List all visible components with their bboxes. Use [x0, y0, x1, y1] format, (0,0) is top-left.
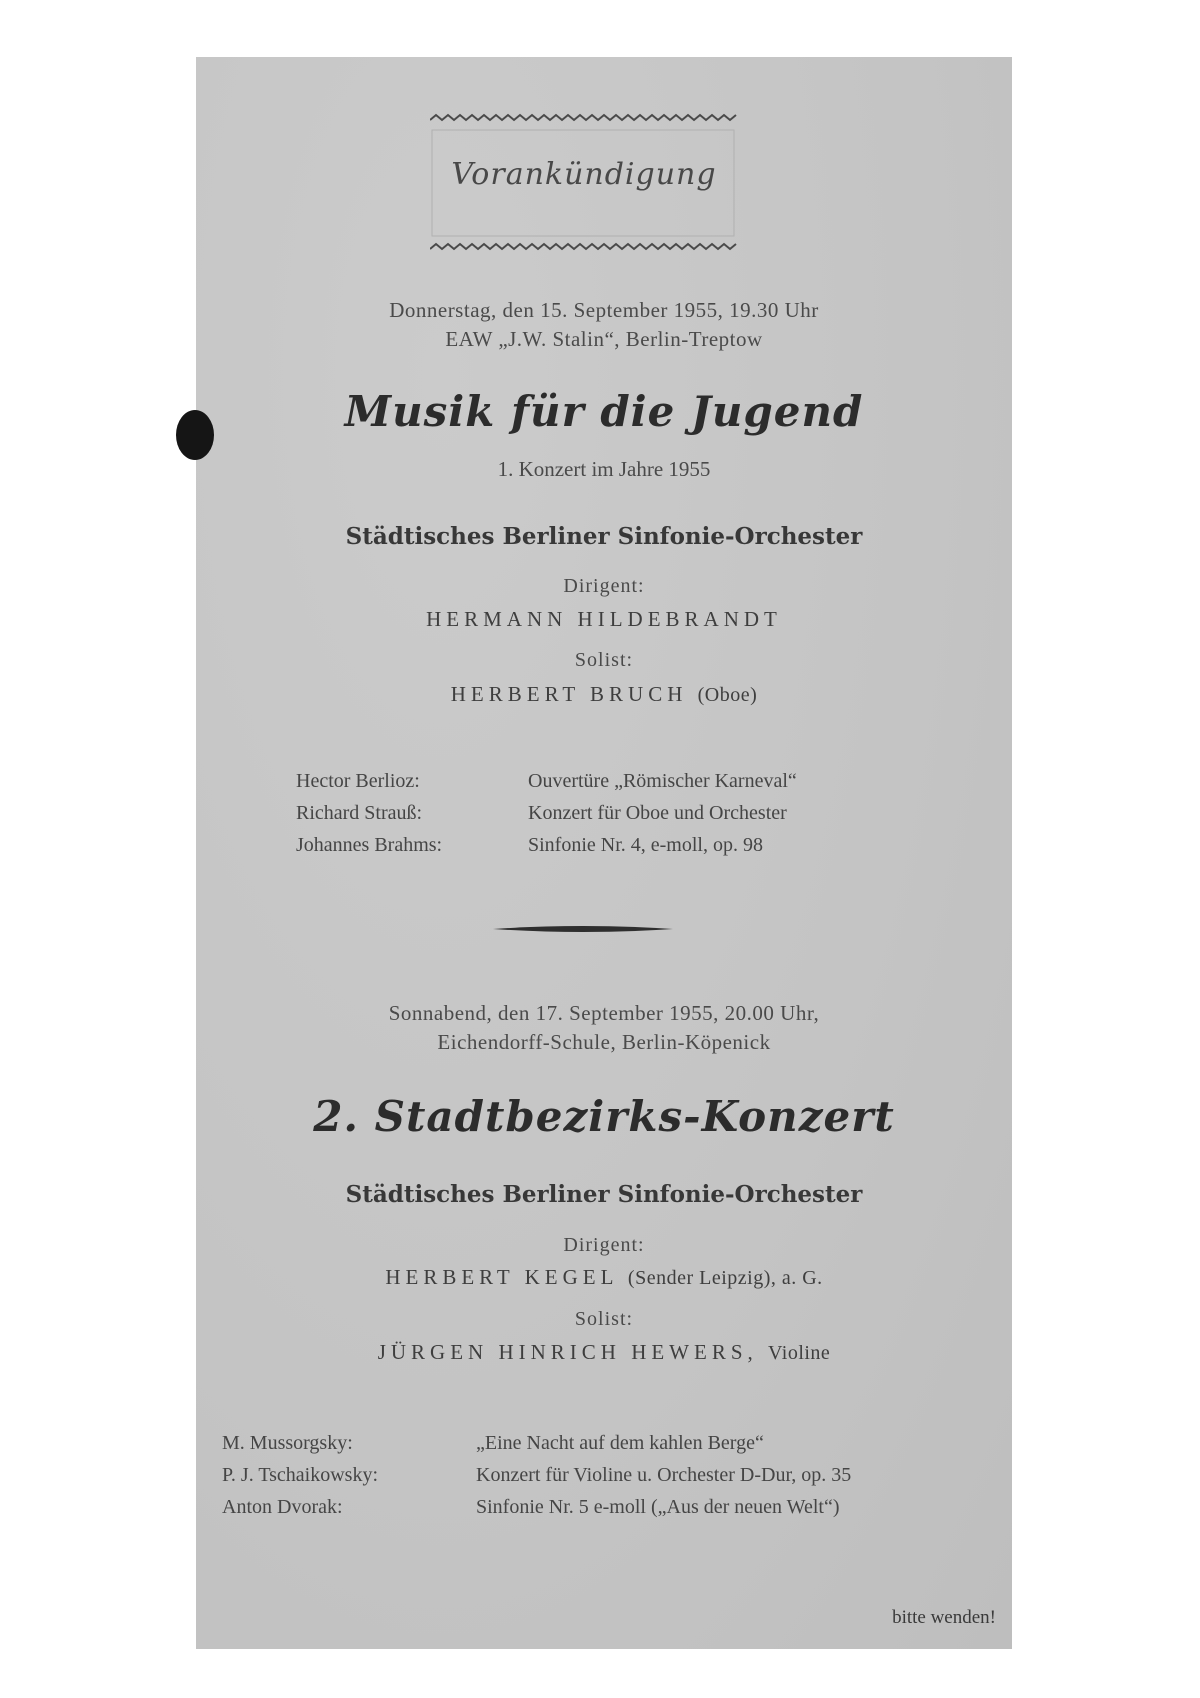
program-leaflet: [196, 57, 1012, 1649]
zigzag-top: [430, 115, 736, 120]
concert1-conductor-name: HERMANN HILDEBRANDT: [426, 607, 782, 631]
concert1-work-1: Ouvertüre „Römischer Karneval“: [528, 770, 797, 792]
footer-note: bitte wenden!: [892, 1607, 996, 1628]
concert2-work-2: Konzert für Violine u. Orchester D-Dur, op. 35: [476, 1464, 852, 1486]
concert1-composer-3: Johannes Brahms:: [296, 834, 443, 856]
concert1-work-2: Konzert für Oboe und Orchester: [528, 802, 787, 824]
concert2-conductor-affiliation: (Sender Leipzig), a. G.: [627, 1267, 823, 1289]
concert2-soloist-instrument: Violine: [768, 1342, 831, 1364]
concert2-conductor: [196, 1265, 1012, 1290]
announcement-label: Vorankündigung: [451, 157, 717, 192]
concert2-soloist-label: Solist:: [574, 1308, 634, 1330]
concert2-orchestra: Städtisches Berliner Sinfonie-Orchester: [345, 1181, 863, 1208]
concert2-conductor-label: Dirigent:: [563, 1234, 645, 1256]
concert1-conductor-label: Dirigent:: [563, 575, 645, 597]
concert2-work-3: Sinfonie Nr. 5 e-moll („Aus der neuen Welt“): [476, 1496, 840, 1518]
announcement-box: [430, 112, 738, 252]
concert2-date: Sonnabend, den 17. September 1955, 20.00 Uhr,: [388, 1001, 820, 1025]
concert1-soloist-instrument: (Oboe): [697, 684, 758, 706]
concert1-title: Musik für die Jugend: [344, 387, 864, 436]
concert2-title: 2. Stadtbezirks-Konzert: [313, 1092, 895, 1141]
concert2-conductor-name: HERBERT KEGEL: [385, 1265, 618, 1289]
concert2-venue: Eichendorff-Schule, Berlin-Köpenick: [437, 1030, 771, 1054]
concert1-work-3: Sinfonie Nr. 4, e-moll, op. 98: [528, 834, 763, 856]
concert1-soloist-label: Solist:: [574, 649, 634, 671]
concert1-composer-2: Richard Strauß:: [296, 802, 423, 824]
section-divider: [493, 924, 673, 934]
concert1-date: Donnerstag, den 15. September 1955, 19.30 Uhr: [389, 298, 819, 322]
concert2-composer-3: Anton Dvorak:: [222, 1496, 343, 1518]
concert1-orchestra: Städtisches Berliner Sinfonie-Orchester: [345, 523, 863, 550]
concert1-venue: EAW „J.W. Stalin“, Berlin-Treptow: [445, 327, 763, 351]
concert2-soloist: [196, 1340, 1012, 1365]
concert2-composer-1: M. Mussorgsky:: [222, 1432, 353, 1454]
concert2-soloist-name: JÜRGEN HINRICH HEWERS,: [377, 1340, 758, 1364]
concert1-composer-1: Hector Berlioz:: [296, 770, 420, 792]
concert2-composer-2: P. J. Tschaikowsky:: [222, 1464, 379, 1486]
concert1-subtitle: 1. Konzert im Jahre 1955: [497, 457, 711, 481]
zigzag-bottom: [430, 244, 736, 249]
concert1-soloist-name: HERBERT BRUCH: [450, 682, 688, 706]
concert2-work-1: „Eine Nacht auf dem kahlen Berge“: [476, 1432, 764, 1454]
concert1-soloist: [196, 682, 1012, 707]
